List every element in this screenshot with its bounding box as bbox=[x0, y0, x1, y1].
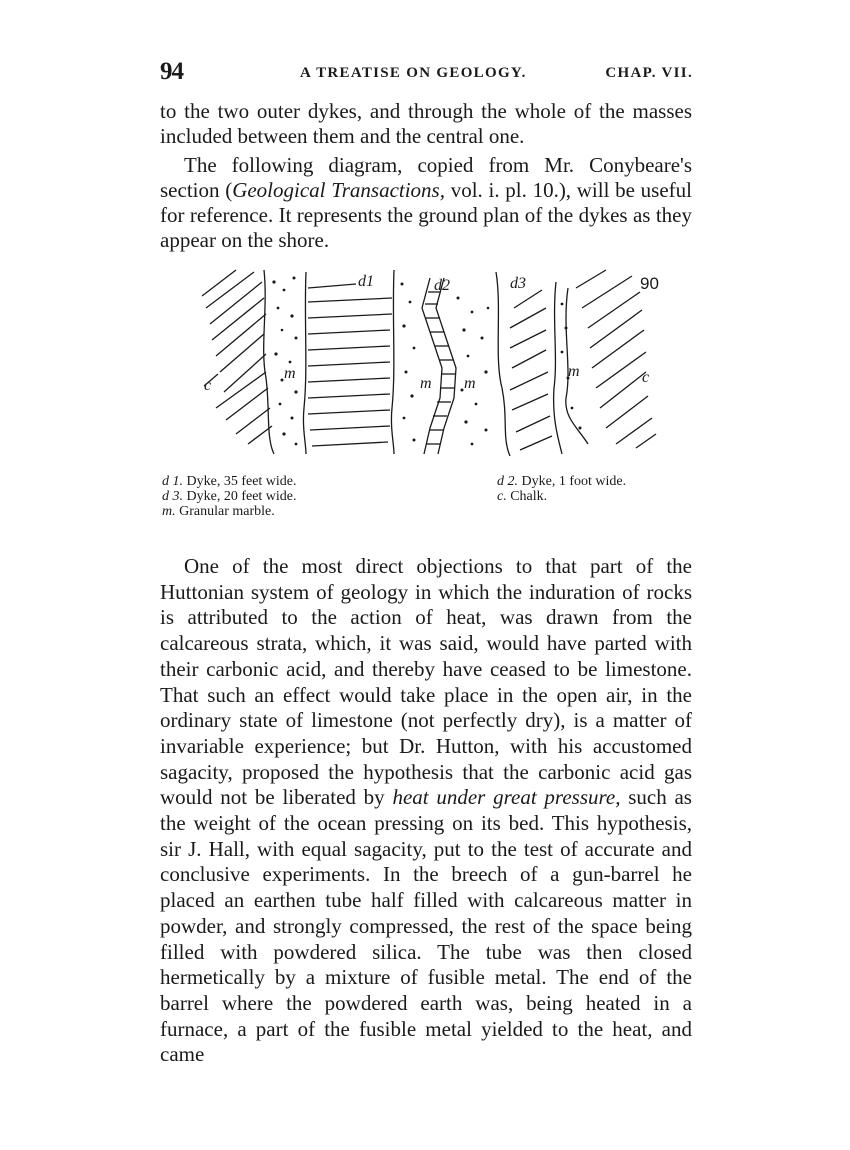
label-c-left: c bbox=[204, 377, 212, 394]
figure-number: 90 bbox=[640, 274, 659, 293]
dyke-3-strokes bbox=[510, 290, 552, 450]
label-m-right: m bbox=[464, 375, 476, 392]
running-header bbox=[160, 58, 693, 90]
diagram-intro-text-b: vol. i. pl. 10.), will be useful for reference. It represents the ground plan of the dykes as they appear on the shore. bbox=[160, 178, 692, 252]
huttonian-italic: heat under great pressure, bbox=[392, 785, 621, 810]
dyke-1-strokes bbox=[308, 284, 392, 446]
legend-item: d 2. Dyke, 1 foot wide. bbox=[497, 474, 627, 489]
figure-legend-left bbox=[162, 474, 297, 519]
running-title: A TREATISE ON GEOLOGY. bbox=[300, 65, 527, 81]
label-d3: d3 bbox=[510, 275, 526, 292]
legend-item: d 3. Dyke, 20 feet wide. bbox=[162, 489, 297, 504]
label-m-centre: m bbox=[420, 375, 432, 392]
chalk-hatching-left bbox=[202, 270, 272, 444]
label-c-right: c bbox=[642, 369, 650, 386]
page-number: 94 bbox=[160, 58, 183, 85]
paragraph-diagram-intro bbox=[160, 153, 692, 253]
label-d2: d2 bbox=[434, 277, 450, 294]
diagram-intro-text-a: The following diagram, copied from Mr. Conybeare's section ( bbox=[160, 153, 692, 202]
figure-legend-right bbox=[497, 474, 626, 504]
label-m-left: m bbox=[284, 365, 296, 382]
label-d1: d1 bbox=[358, 273, 374, 290]
chapter-label: CHAP. VII. bbox=[605, 65, 693, 81]
legend-item: m. Granular marble. bbox=[162, 504, 275, 519]
chalk-hatching-right bbox=[576, 270, 656, 448]
legend-item: c. Chalk. bbox=[497, 489, 548, 504]
label-m-far-right: m bbox=[568, 363, 580, 380]
legend-item: d 1. Dyke, 35 feet wide. bbox=[162, 474, 297, 489]
huttonian-text-a: One of the most direct objections to that part of the Huttonian system of geology in which the induration of rocks is attributed to the action of heat, was drawn from the calcareous strata, which, it was said, would have parted with their carbonic acid, and thereby have ceased to be limestone. That such an effect would take place in the open air, in the ordinary state of limestone (not perfectly dry), is a matter of invariable experience; but Dr. Hutton, with his accustomed sagacity, proposed the hypothesis that the carbonic acid gas would not be liberated by bbox=[160, 554, 692, 810]
diagram-intro-italic: Geological Transactions, bbox=[232, 178, 445, 202]
paragraph-continuation: to the two outer dykes, and through the whole of the masses included between them and the central one. bbox=[160, 99, 692, 148]
huttonian-text-b: such as the weight of the ocean pressing on its bed. This hypothesis, sir J. Hall, with equal sagacity, put to the test of accurate and conclusive experiments. In the breech of a gun-barrel he placed an earthen tube half filled with calcareous matter in powder, and strongly compressed, the rest of the space being filled with powdered silica. The tube was then closed hermetically by a mixture of fusible metal. The end of the barrel where the powdered earth was, being heated in a furnace, a part of the fusible metal yielded to the heat, and came bbox=[160, 785, 692, 1067]
dyke-2-ladder bbox=[425, 292, 455, 444]
paragraph-huttonian-objection bbox=[160, 554, 692, 1068]
dyke-ground-plan-figure bbox=[196, 268, 676, 458]
